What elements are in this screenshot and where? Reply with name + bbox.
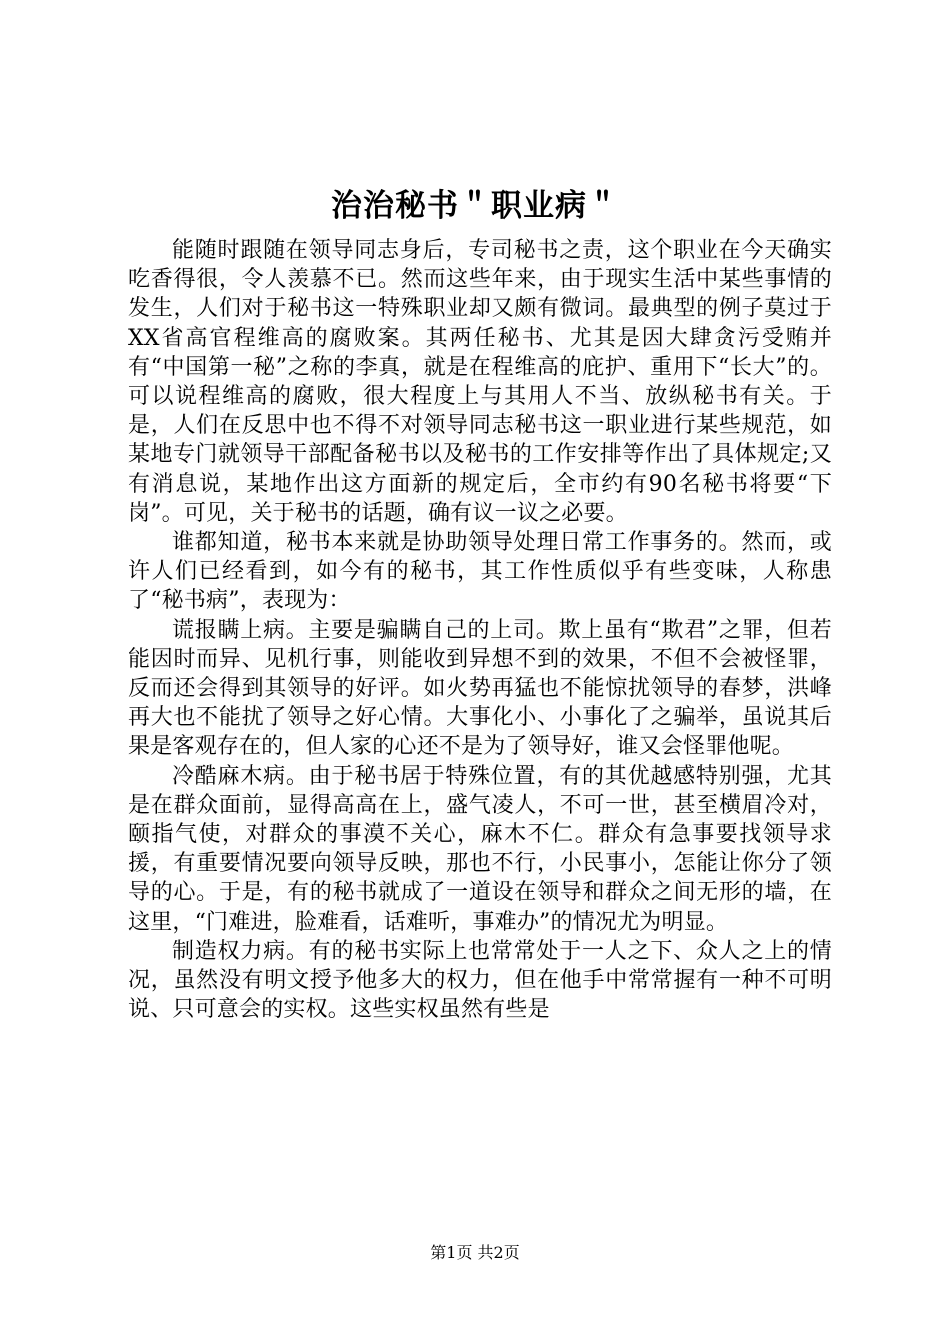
document-body (128, 236, 832, 1024)
paragraph-5: 制造权力病。有的秘书实际上也常常处于一人之下、众人之上的情况，虽然没有明文授予他多大的权力，但在他手中常常握有一种不可明说、只可意会的实权。这些实权虽然有些是 (128, 938, 832, 1023)
paragraph-4: 冷酷麻木病。由于秘书居于特殊位置，有的其优越感特别强，尤其是在群众面前，显得高高在上，盛气凌人，不可一世，甚至横眉冷对，颐指气使，对群众的事漠不关心，麻木不仁。群众有急事要找领导求援，有重要情况要向领导反映，那也不行，小民事小，怎能让你分了领导的心。于是，有的秘书就成了一道设在领导和群众之间无形的墙，在这里，“门难进，脸难看，话难听，事难办”的情况尤为明显。 (128, 763, 832, 935)
page-number-footer: 第1页 共2页 (430, 1243, 520, 1262)
document-title: 治治秘书＂职业病＂ (331, 188, 619, 224)
paragraph-1: 能随时跟随在领导同志身后，专司秘书之责，这个职业在今天确实吃香得很，令人羡慕不已。然而这些年来，由于现实生活中某些事情的发生，人们对于秘书这一特殊职业却又颇有微词。最典型的例子莫过于XX省高官程维高的腐败案。其两任秘书、尤其是因大肆贪污受贿并有“中国第一秘”之称的李真，就是在程维高的庇护、重用下“长大”的。可以说程维高的腐败，很大程度上与其用人不当、放纵秘书有关。于是，人们在反思中也不得不对领导同志秘书这一职业进行某些规范，如某地专门就领导干部配备秘书以及秘书的工作安排等作出了具体规定;又有消息说，某地作出这方面新的规定后，全市约有90名秘书将要“下岗”。可见，关于秘书的话题，确有议一议之必要。 (128, 238, 832, 526)
paragraph-2: 谁都知道，秘书本来就是协助领导处理日常工作事务的。然而，或许人们已经看到，如今有的秘书，其工作性质似乎有些变味，人称患了“秘书病”，表现为： (128, 530, 832, 614)
paragraph-3: 谎报瞒上病。主要是骗瞒自己的上司。欺上虽有“欺君”之罪，但若能因时而异、见机行事，则能收到异想不到的效果，不但不会被怪罪，反而还会得到其领导的好评。如火势再猛也不能惊扰领导的春梦，洪峰再大也不能扰了领导之好心情。大事化小、小事化了之骗举，虽说其后果是客观存在的，但人家的心还不是为了领导好，谁又会怪罪他呢。 (128, 617, 832, 760)
